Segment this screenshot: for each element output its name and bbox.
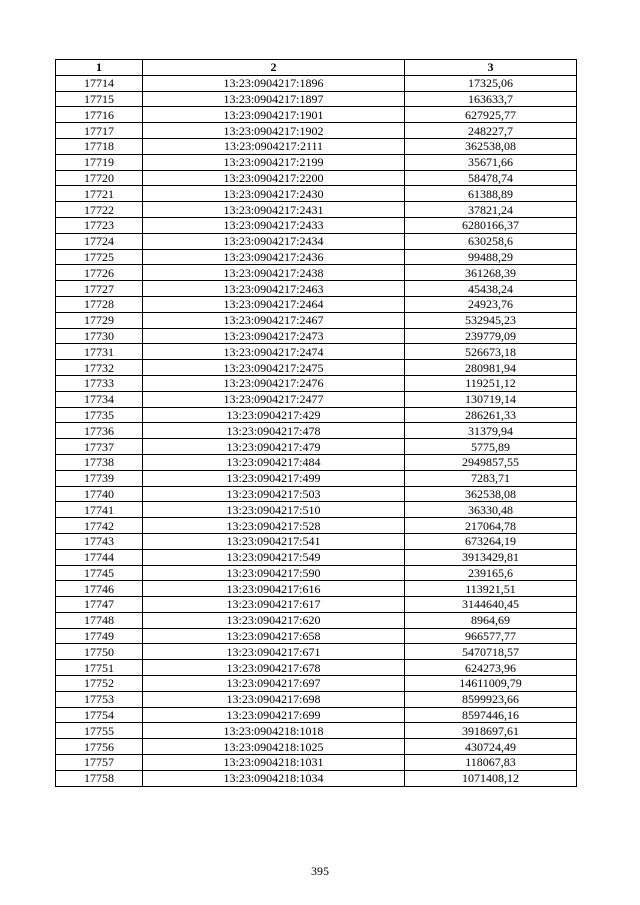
cadastral-number-cell: 13:23:0904217:2200 xyxy=(143,170,405,186)
value-cell: 2949857,55 xyxy=(405,454,577,470)
row-number-cell: 17714 xyxy=(56,75,143,91)
table-row xyxy=(56,628,577,644)
table-row xyxy=(56,265,577,281)
value-cell: 430724,49 xyxy=(405,739,577,755)
value-cell: 6280166,37 xyxy=(405,217,577,233)
table-row xyxy=(56,660,577,676)
cadastral-number-cell: 13:23:0904218:1034 xyxy=(143,770,405,786)
row-number-cell: 17720 xyxy=(56,170,143,186)
value-cell: 361268,39 xyxy=(405,265,577,281)
cadastral-number-cell: 13:23:0904217:616 xyxy=(143,581,405,597)
table-row xyxy=(56,755,577,771)
cadastral-number-cell: 13:23:0904217:484 xyxy=(143,454,405,470)
table-row xyxy=(56,518,577,534)
value-cell: 119251,12 xyxy=(405,375,577,391)
row-number-cell: 17718 xyxy=(56,138,143,154)
cadastral-number-cell: 13:23:0904217:617 xyxy=(143,597,405,613)
cadastral-number-cell: 13:23:0904217:2436 xyxy=(143,249,405,265)
value-cell: 1071408,12 xyxy=(405,770,577,786)
table-row xyxy=(56,154,577,170)
row-number-cell: 17735 xyxy=(56,407,143,423)
value-cell: 14611009,79 xyxy=(405,676,577,692)
value-cell: 163633,7 xyxy=(405,91,577,107)
table-row xyxy=(56,375,577,391)
row-number-cell: 17726 xyxy=(56,265,143,281)
value-cell: 99488,29 xyxy=(405,249,577,265)
value-cell: 17325,06 xyxy=(405,75,577,91)
row-number-cell: 17727 xyxy=(56,281,143,297)
value-cell: 130719,14 xyxy=(405,391,577,407)
cadastral-number-cell: 13:23:0904217:2473 xyxy=(143,328,405,344)
cadastral-number-cell: 13:23:0904217:479 xyxy=(143,439,405,455)
row-number-cell: 17747 xyxy=(56,597,143,613)
value-cell: 3913429,81 xyxy=(405,549,577,565)
table-header xyxy=(56,60,577,76)
row-number-cell: 17751 xyxy=(56,660,143,676)
row-number-cell: 17715 xyxy=(56,91,143,107)
row-number-cell: 17744 xyxy=(56,549,143,565)
table-row xyxy=(56,565,577,581)
cadastral-number-cell: 13:23:0904217:2474 xyxy=(143,344,405,360)
row-number-cell: 17733 xyxy=(56,375,143,391)
row-number-cell: 17750 xyxy=(56,644,143,660)
row-number-cell: 17755 xyxy=(56,723,143,739)
value-cell: 280981,94 xyxy=(405,360,577,376)
cadastral-number-cell: 13:23:0904217:510 xyxy=(143,502,405,518)
row-number-cell: 17745 xyxy=(56,565,143,581)
table-row xyxy=(56,502,577,518)
value-cell: 45438,24 xyxy=(405,281,577,297)
table-row xyxy=(56,581,577,597)
value-cell: 31379,94 xyxy=(405,423,577,439)
value-cell: 24923,76 xyxy=(405,296,577,312)
table-row xyxy=(56,707,577,723)
table-row xyxy=(56,612,577,628)
table-row xyxy=(56,644,577,660)
cadastral-number-cell: 13:23:0904217:1897 xyxy=(143,91,405,107)
value-cell: 624273,96 xyxy=(405,660,577,676)
cadastral-number-cell: 13:23:0904217:2467 xyxy=(143,312,405,328)
row-number-cell: 17724 xyxy=(56,233,143,249)
cadastral-number-cell: 13:23:0904217:2475 xyxy=(143,360,405,376)
row-number-cell: 17742 xyxy=(56,518,143,534)
table-row xyxy=(56,407,577,423)
row-number-cell: 17741 xyxy=(56,502,143,518)
value-cell: 217064,78 xyxy=(405,518,577,534)
row-number-cell: 17752 xyxy=(56,676,143,692)
table-row xyxy=(56,770,577,786)
cadastral-number-cell: 13:23:0904217:429 xyxy=(143,407,405,423)
cadastral-number-cell: 13:23:0904217:478 xyxy=(143,423,405,439)
table-row xyxy=(56,439,577,455)
table-row xyxy=(56,549,577,565)
table-row xyxy=(56,470,577,486)
cadastral-number-cell: 13:23:0904217:541 xyxy=(143,533,405,549)
value-cell: 8964,69 xyxy=(405,612,577,628)
value-cell: 248227,7 xyxy=(405,123,577,139)
row-number-cell: 17734 xyxy=(56,391,143,407)
cadastral-number-cell: 13:23:0904217:503 xyxy=(143,486,405,502)
cadastral-number-cell: 13:23:0904217:2431 xyxy=(143,202,405,218)
row-number-cell: 17758 xyxy=(56,770,143,786)
column-header-2: 2 xyxy=(143,60,405,76)
cadastral-number-cell: 13:23:0904217:620 xyxy=(143,612,405,628)
cadastral-number-cell: 13:23:0904217:2463 xyxy=(143,281,405,297)
cadastral-number-cell: 13:23:0904218:1031 xyxy=(143,755,405,771)
header-row xyxy=(56,60,577,76)
cadastral-number-cell: 13:23:0904217:1901 xyxy=(143,107,405,123)
row-number-cell: 17757 xyxy=(56,755,143,771)
value-cell: 8599923,66 xyxy=(405,691,577,707)
row-number-cell: 17746 xyxy=(56,581,143,597)
cadastral-number-cell: 13:23:0904217:2476 xyxy=(143,375,405,391)
cadastral-number-cell: 13:23:0904217:699 xyxy=(143,707,405,723)
table-row xyxy=(56,186,577,202)
value-cell: 58478,74 xyxy=(405,170,577,186)
table-row xyxy=(56,344,577,360)
value-cell: 3144640,45 xyxy=(405,597,577,613)
table-row xyxy=(56,217,577,233)
row-number-cell: 17749 xyxy=(56,628,143,644)
page-number: 395 xyxy=(311,864,329,878)
cadastral-number-cell: 13:23:0904218:1018 xyxy=(143,723,405,739)
cadastral-number-cell: 13:23:0904217:1902 xyxy=(143,123,405,139)
table-row xyxy=(56,454,577,470)
row-number-cell: 17753 xyxy=(56,691,143,707)
row-number-cell: 17716 xyxy=(56,107,143,123)
cadastral-number-cell: 13:23:0904217:2477 xyxy=(143,391,405,407)
value-cell: 37821,24 xyxy=(405,202,577,218)
value-cell: 5470718,57 xyxy=(405,644,577,660)
value-cell: 239165,6 xyxy=(405,565,577,581)
value-cell: 286261,33 xyxy=(405,407,577,423)
row-number-cell: 17721 xyxy=(56,186,143,202)
cadastral-number-cell: 13:23:0904217:671 xyxy=(143,644,405,660)
cadastral-number-cell: 13:23:0904217:658 xyxy=(143,628,405,644)
row-number-cell: 17723 xyxy=(56,217,143,233)
value-cell: 526673,18 xyxy=(405,344,577,360)
value-cell: 61388,89 xyxy=(405,186,577,202)
value-cell: 239779,09 xyxy=(405,328,577,344)
table-row xyxy=(56,91,577,107)
cadastral-number-cell: 13:23:0904217:590 xyxy=(143,565,405,581)
row-number-cell: 17731 xyxy=(56,344,143,360)
cadastral-number-cell: 13:23:0904217:2430 xyxy=(143,186,405,202)
value-cell: 36330,48 xyxy=(405,502,577,518)
row-number-cell: 17754 xyxy=(56,707,143,723)
row-number-cell: 17730 xyxy=(56,328,143,344)
table-row xyxy=(56,202,577,218)
value-cell: 118067,83 xyxy=(405,755,577,771)
table-row xyxy=(56,233,577,249)
cadastral-number-cell: 13:23:0904217:499 xyxy=(143,470,405,486)
value-cell: 7283,71 xyxy=(405,470,577,486)
value-cell: 532945,23 xyxy=(405,312,577,328)
table-row xyxy=(56,360,577,376)
cadastral-number-cell: 13:23:0904217:528 xyxy=(143,518,405,534)
row-number-cell: 17748 xyxy=(56,612,143,628)
table-row xyxy=(56,328,577,344)
row-number-cell: 17732 xyxy=(56,360,143,376)
data-table xyxy=(55,59,577,787)
cadastral-number-cell: 13:23:0904217:678 xyxy=(143,660,405,676)
row-number-cell: 17719 xyxy=(56,154,143,170)
table-row xyxy=(56,423,577,439)
table-row xyxy=(56,533,577,549)
table-row xyxy=(56,312,577,328)
column-header-3: 3 xyxy=(405,60,577,76)
cadastral-number-cell: 13:23:0904217:2433 xyxy=(143,217,405,233)
cadastral-number-cell: 13:23:0904217:549 xyxy=(143,549,405,565)
cadastral-number-cell: 13:23:0904217:698 xyxy=(143,691,405,707)
table-row xyxy=(56,138,577,154)
table-row xyxy=(56,170,577,186)
value-cell: 8597446,16 xyxy=(405,707,577,723)
value-cell: 35671,66 xyxy=(405,154,577,170)
table-row xyxy=(56,107,577,123)
row-number-cell: 17717 xyxy=(56,123,143,139)
value-cell: 627925,77 xyxy=(405,107,577,123)
row-number-cell: 17725 xyxy=(56,249,143,265)
cadastral-number-cell: 13:23:0904217:1896 xyxy=(143,75,405,91)
row-number-cell: 17728 xyxy=(56,296,143,312)
table-row xyxy=(56,739,577,755)
table-row xyxy=(56,296,577,312)
table-row xyxy=(56,123,577,139)
cadastral-number-cell: 13:23:0904217:2438 xyxy=(143,265,405,281)
row-number-cell: 17739 xyxy=(56,470,143,486)
cadastral-number-cell: 13:23:0904217:2434 xyxy=(143,233,405,249)
row-number-cell: 17729 xyxy=(56,312,143,328)
value-cell: 5775,89 xyxy=(405,439,577,455)
cadastral-number-cell: 13:23:0904217:2111 xyxy=(143,138,405,154)
table-row xyxy=(56,597,577,613)
cadastral-number-cell: 13:23:0904217:2464 xyxy=(143,296,405,312)
table-row xyxy=(56,486,577,502)
value-cell: 113921,51 xyxy=(405,581,577,597)
table-row xyxy=(56,723,577,739)
value-cell: 362538,08 xyxy=(405,486,577,502)
value-cell: 673264,19 xyxy=(405,533,577,549)
table-row xyxy=(56,391,577,407)
row-number-cell: 17736 xyxy=(56,423,143,439)
row-number-cell: 17740 xyxy=(56,486,143,502)
row-number-cell: 17738 xyxy=(56,454,143,470)
cadastral-number-cell: 13:23:0904217:697 xyxy=(143,676,405,692)
column-header-1: 1 xyxy=(56,60,143,76)
table-row xyxy=(56,249,577,265)
value-cell: 966577,77 xyxy=(405,628,577,644)
table-row xyxy=(56,691,577,707)
table-body xyxy=(56,75,577,786)
value-cell: 3918697,61 xyxy=(405,723,577,739)
cadastral-number-cell: 13:23:0904217:2199 xyxy=(143,154,405,170)
cadastral-number-cell: 13:23:0904218:1025 xyxy=(143,739,405,755)
table-row xyxy=(56,75,577,91)
row-number-cell: 17737 xyxy=(56,439,143,455)
row-number-cell: 17756 xyxy=(56,739,143,755)
row-number-cell: 17722 xyxy=(56,202,143,218)
value-cell: 362538,08 xyxy=(405,138,577,154)
value-cell: 630258,6 xyxy=(405,233,577,249)
table-row xyxy=(56,676,577,692)
table-row xyxy=(56,281,577,297)
row-number-cell: 17743 xyxy=(56,533,143,549)
